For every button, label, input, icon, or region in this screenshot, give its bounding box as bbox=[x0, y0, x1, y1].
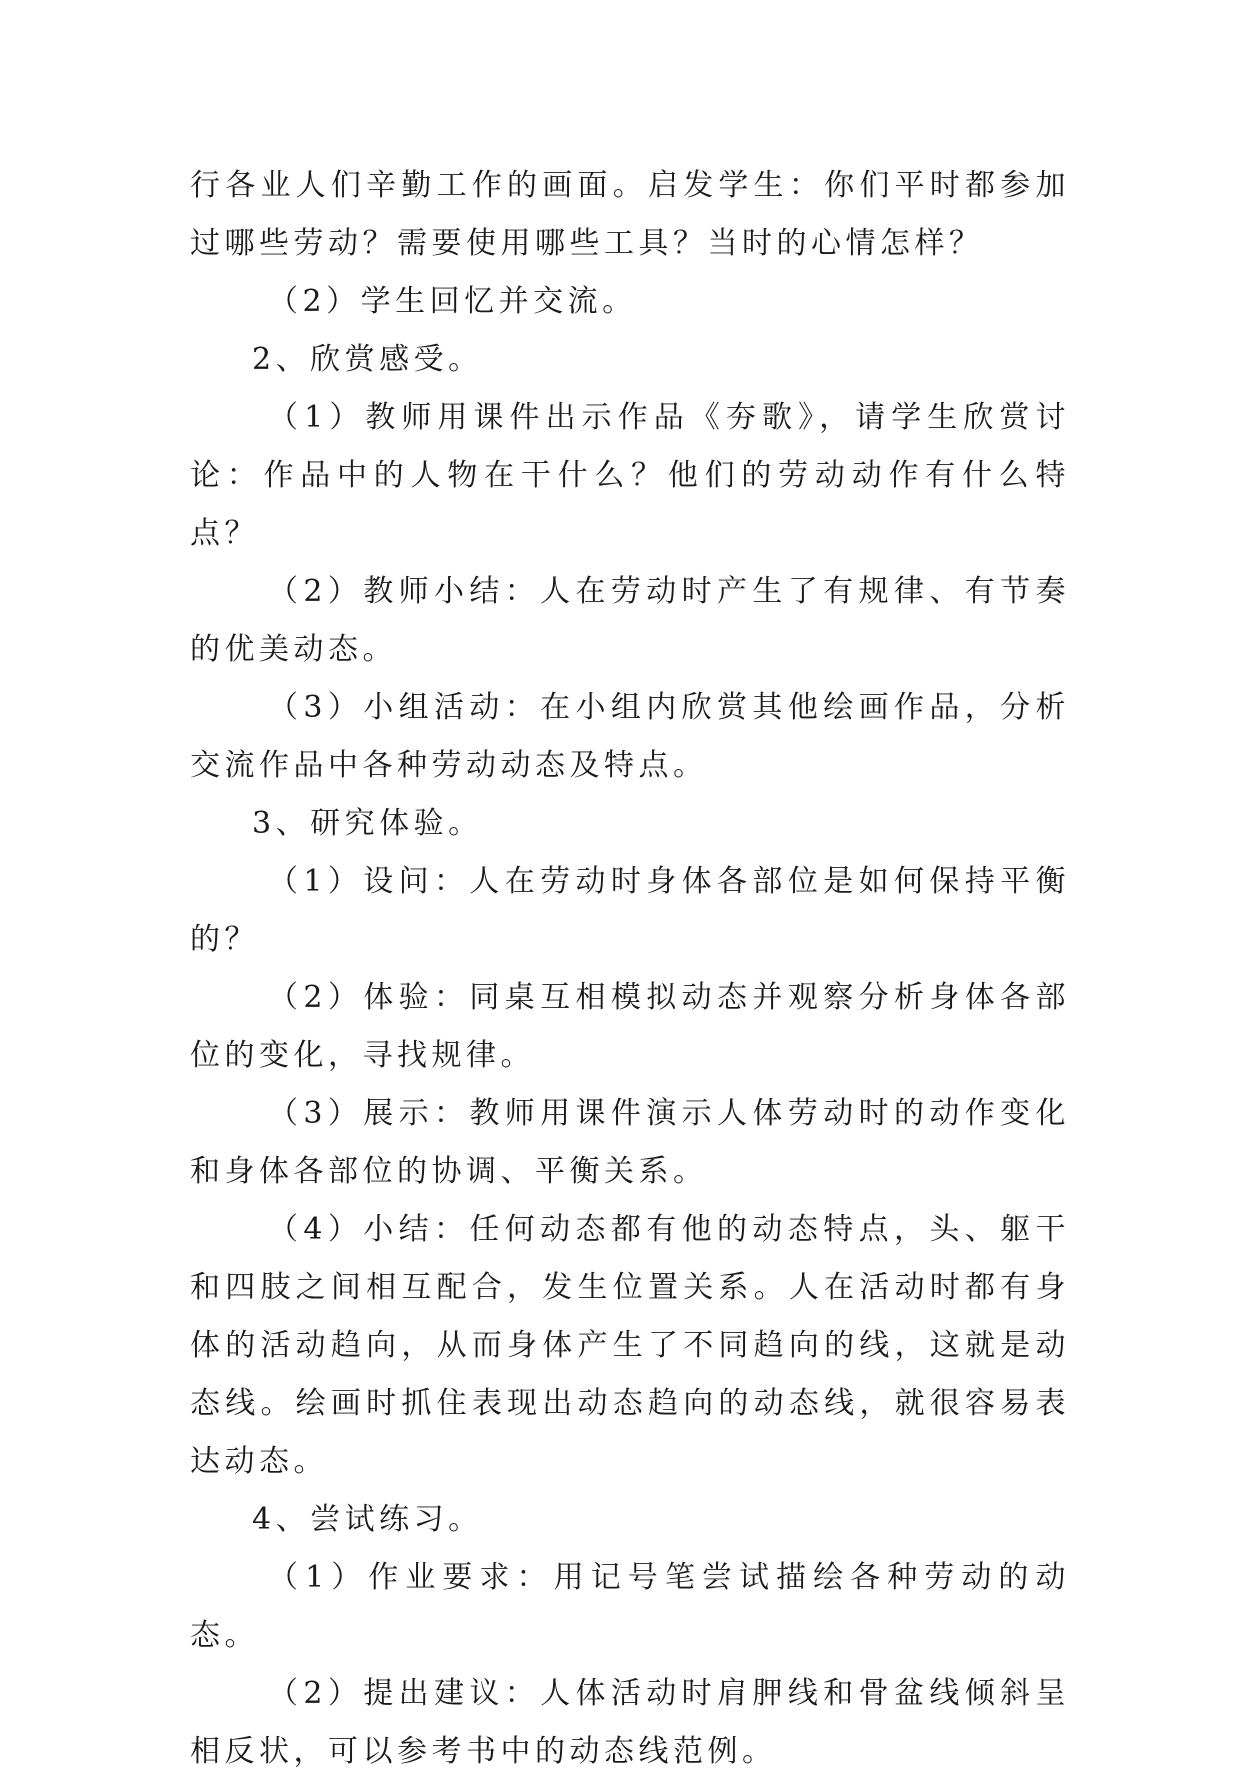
section-heading-4: 4、尝试练习。 bbox=[252, 1502, 483, 1537]
paragraph-10: （3）展示：教师用课件演示人体劳动时的动作变化和身体各部位的协调、平衡关系。 bbox=[190, 1096, 1070, 1189]
paragraph-9: （2）体验：同桌互相模拟动态并观察分析身体各部位的变化，寻找规律。 bbox=[190, 980, 1070, 1073]
paragraph-4: （1）教师用课件出示作品《夯歌》，请学生欣赏讨论：作品中的人物在干什么？他们的劳动动作有什么特点？ bbox=[190, 400, 1070, 551]
section-heading-3: 3、研究体验。 bbox=[252, 806, 483, 841]
paragraph-11: （4）小结：任何动态都有他的动态特点，头、躯干和四肢之间相互配合，发生位置关系。人在活动时都有身体的活动趋向，从而身体产生了不同趋向的线，这就是动态线。绘画时抓住表现出动态趋向的动态线，就很容易表达动态。 bbox=[190, 1212, 1070, 1479]
paragraph-1: 行各业人们辛勤工作的画面。启发学生：你们平时都参加过哪些劳动？需要使用哪些工具？当时的心情怎样？ bbox=[190, 168, 1070, 261]
paragraph-6: （3）小组活动：在小组内欣赏其他绘画作品，分析交流作品中各种劳动动态及特点。 bbox=[190, 690, 1070, 783]
document-body bbox=[190, 157, 1070, 1781]
paragraph-8: （1）设问：人在劳动时身体各部位是如何保持平衡的？ bbox=[190, 864, 1070, 957]
paragraph-13: （1）作业要求：用记号笔尝试描绘各种劳动的动态。 bbox=[190, 1560, 1070, 1653]
paragraph-5: （2）教师小结：人在劳动时产生了有规律、有节奏的优美动态。 bbox=[190, 574, 1070, 667]
paragraph-2: （2）学生回忆并交流。 bbox=[268, 284, 637, 319]
section-heading-2: 2、欣赏感受。 bbox=[252, 342, 483, 377]
paragraph-14: （2）提出建议：人体活动时肩胛线和骨盆线倾斜呈相反状，可以参考书中的动态线范例。 bbox=[190, 1676, 1070, 1769]
